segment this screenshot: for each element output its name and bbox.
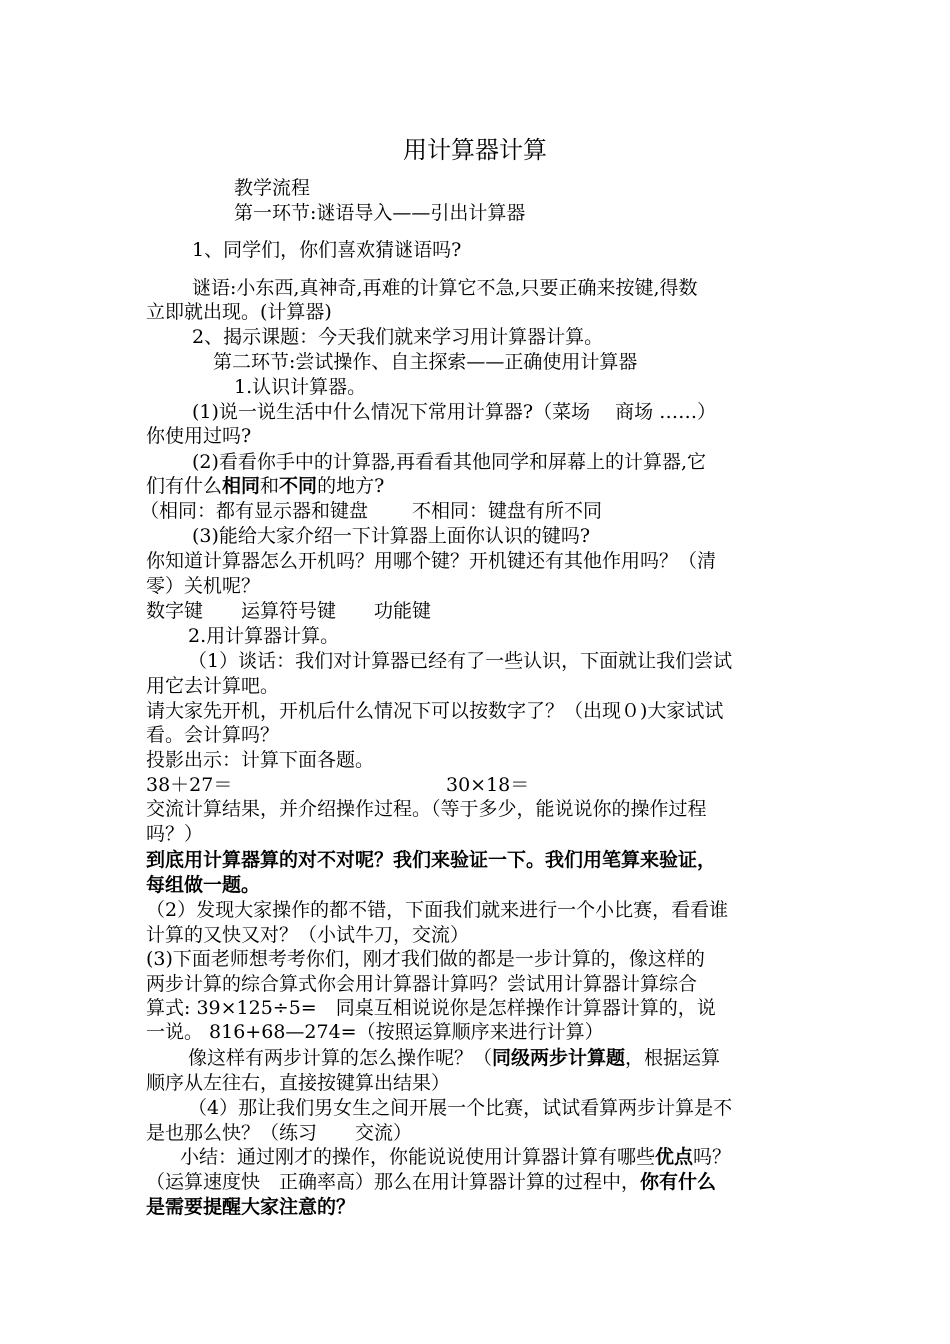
paragraph-line: 算式: 39×125÷5= 同桌互相说说你是怎样操作计算器计算的，说 xyxy=(146,997,716,1019)
section-heading: 教学流程 xyxy=(234,177,311,199)
paragraph-line: 谜语:小东西,真神奇,再难的计算它不急,只要正确来按键,得数 xyxy=(192,277,698,299)
paragraph-line: 你使用过吗? xyxy=(146,425,252,447)
text-run: ，根据运算 xyxy=(625,1047,721,1069)
paragraph-line: 看。会计算吗？ xyxy=(146,724,280,746)
text-run: 像这样有两步计算的怎么操作呢？（ xyxy=(188,1047,493,1069)
bold-text: 优点 xyxy=(655,1146,694,1168)
paragraph-line: 一说。 816+68—274=（按照运算顺序来进行计算） xyxy=(146,1021,604,1043)
paragraph-line: (2)看看你手中的计算器,再看看其他同学和屏幕上的计算器,它 xyxy=(192,451,706,473)
text-run: （运算速度快 正确率高）那么在用计算器计算的过程中， xyxy=(146,1171,641,1193)
paragraph-line: 是也那么快？（练习 交流） xyxy=(146,1122,413,1144)
bold-paragraph-line: 每组做一题。 xyxy=(146,874,261,896)
paragraph-line: 2.用计算器计算。 xyxy=(188,625,340,647)
bold-text: 相同 xyxy=(222,475,261,497)
text-run: 们有什么 xyxy=(146,475,223,497)
bold-paragraph-line: 是需要提醒大家注意的？ xyxy=(146,1196,356,1218)
paragraph-line: 吗？） xyxy=(146,823,204,845)
bold-paragraph-line: 到底用计算器算的对不对呢？我们来验证一下。我们用笔算来验证， xyxy=(146,849,717,871)
paragraph-line: (3)下面老师想考考你们，刚才我们做的都是一步计算的，像这样的 xyxy=(146,948,705,970)
paragraph-line: 1、同学们，你们喜欢猜谜语吗? xyxy=(192,239,462,261)
paragraph-line: 两步计算的综合算式你会用计算器计算吗？尝试用计算器计算综合 xyxy=(146,973,698,995)
paragraph-line: 零）关机呢？ xyxy=(146,575,261,597)
paragraph-line: 2、揭示课题：今天我们就来学习用计算器计算。 xyxy=(192,326,604,348)
paragraph-line xyxy=(188,1046,720,1070)
paragraph-line: (3)能给大家介绍一下计算器上面你认识的键吗? xyxy=(192,525,591,547)
paragraph-line: (1)说一说生活中什么情况下常用计算器?（菜场 商场 ……） xyxy=(192,401,717,423)
paragraph-line: （1）谈话：我们对计算器已经有了一些认识，下面就让我们尝试 xyxy=(188,650,733,672)
paragraph-line: 投影出示：计算下面各题。 xyxy=(146,749,375,771)
section-heading: 第二环节:尝试操作、自主探索——正确使用计算器 xyxy=(213,351,638,373)
equation: 38＋27＝ xyxy=(146,774,233,796)
paragraph-line xyxy=(146,474,384,498)
paragraph-line: （4）那让我们男女生之间开展一个比赛，试试看算两步计算是不 xyxy=(188,1097,733,1119)
paragraph-line: 1.认识计算器。 xyxy=(234,376,367,398)
paragraph-line xyxy=(146,1170,716,1194)
paragraph-line: 交流计算结果，并介绍操作过程。（等于多少，能说说你的操作过程 xyxy=(146,798,707,820)
section-heading: 第一环节:谜语导入——引出计算器 xyxy=(234,202,526,224)
paragraph-line: 请大家先开机，开机后什么情况下可以按数字了？（出现０)大家试试 xyxy=(146,700,724,722)
paragraph-line: 你知道计算器怎么开机吗？用哪个键？开机键还有其他作用吗？（清 xyxy=(146,550,717,572)
bold-text: 同级两步计算题 xyxy=(492,1047,626,1069)
text-run: 吗？ xyxy=(693,1146,732,1168)
equation: 30×18＝ xyxy=(446,774,530,796)
text-run: 小结：通过刚才的操作，你能说说使用计算器计算有哪些 xyxy=(180,1146,656,1168)
paragraph-line: （相同：都有显示器和键盘 不相同：键盘有所不同 xyxy=(140,500,603,522)
paragraph-line: 计算的又快又对？（小试牛刀，交流） xyxy=(146,924,470,946)
paragraph-line xyxy=(180,1145,731,1169)
text-run: 的地方? xyxy=(317,475,385,497)
paragraph-line: （2）发现大家操作的都不错，下面我们就来进行一个小比赛，看看谁 xyxy=(146,899,729,921)
document-title: 用计算器计算 xyxy=(403,136,547,164)
paragraph-line: 顺序从左往右，直接按键算出结果） xyxy=(146,1072,451,1094)
text-run: 和 xyxy=(260,475,280,497)
paragraph-line: 用它去计算吧。 xyxy=(146,675,280,697)
bold-text: 不同 xyxy=(279,475,318,497)
bold-text: 你有什么 xyxy=(640,1171,717,1193)
paragraph-line: 数字键 运算符号键 功能键 xyxy=(146,600,432,622)
paragraph-line: 立即就出现。(计算器) xyxy=(146,301,332,323)
